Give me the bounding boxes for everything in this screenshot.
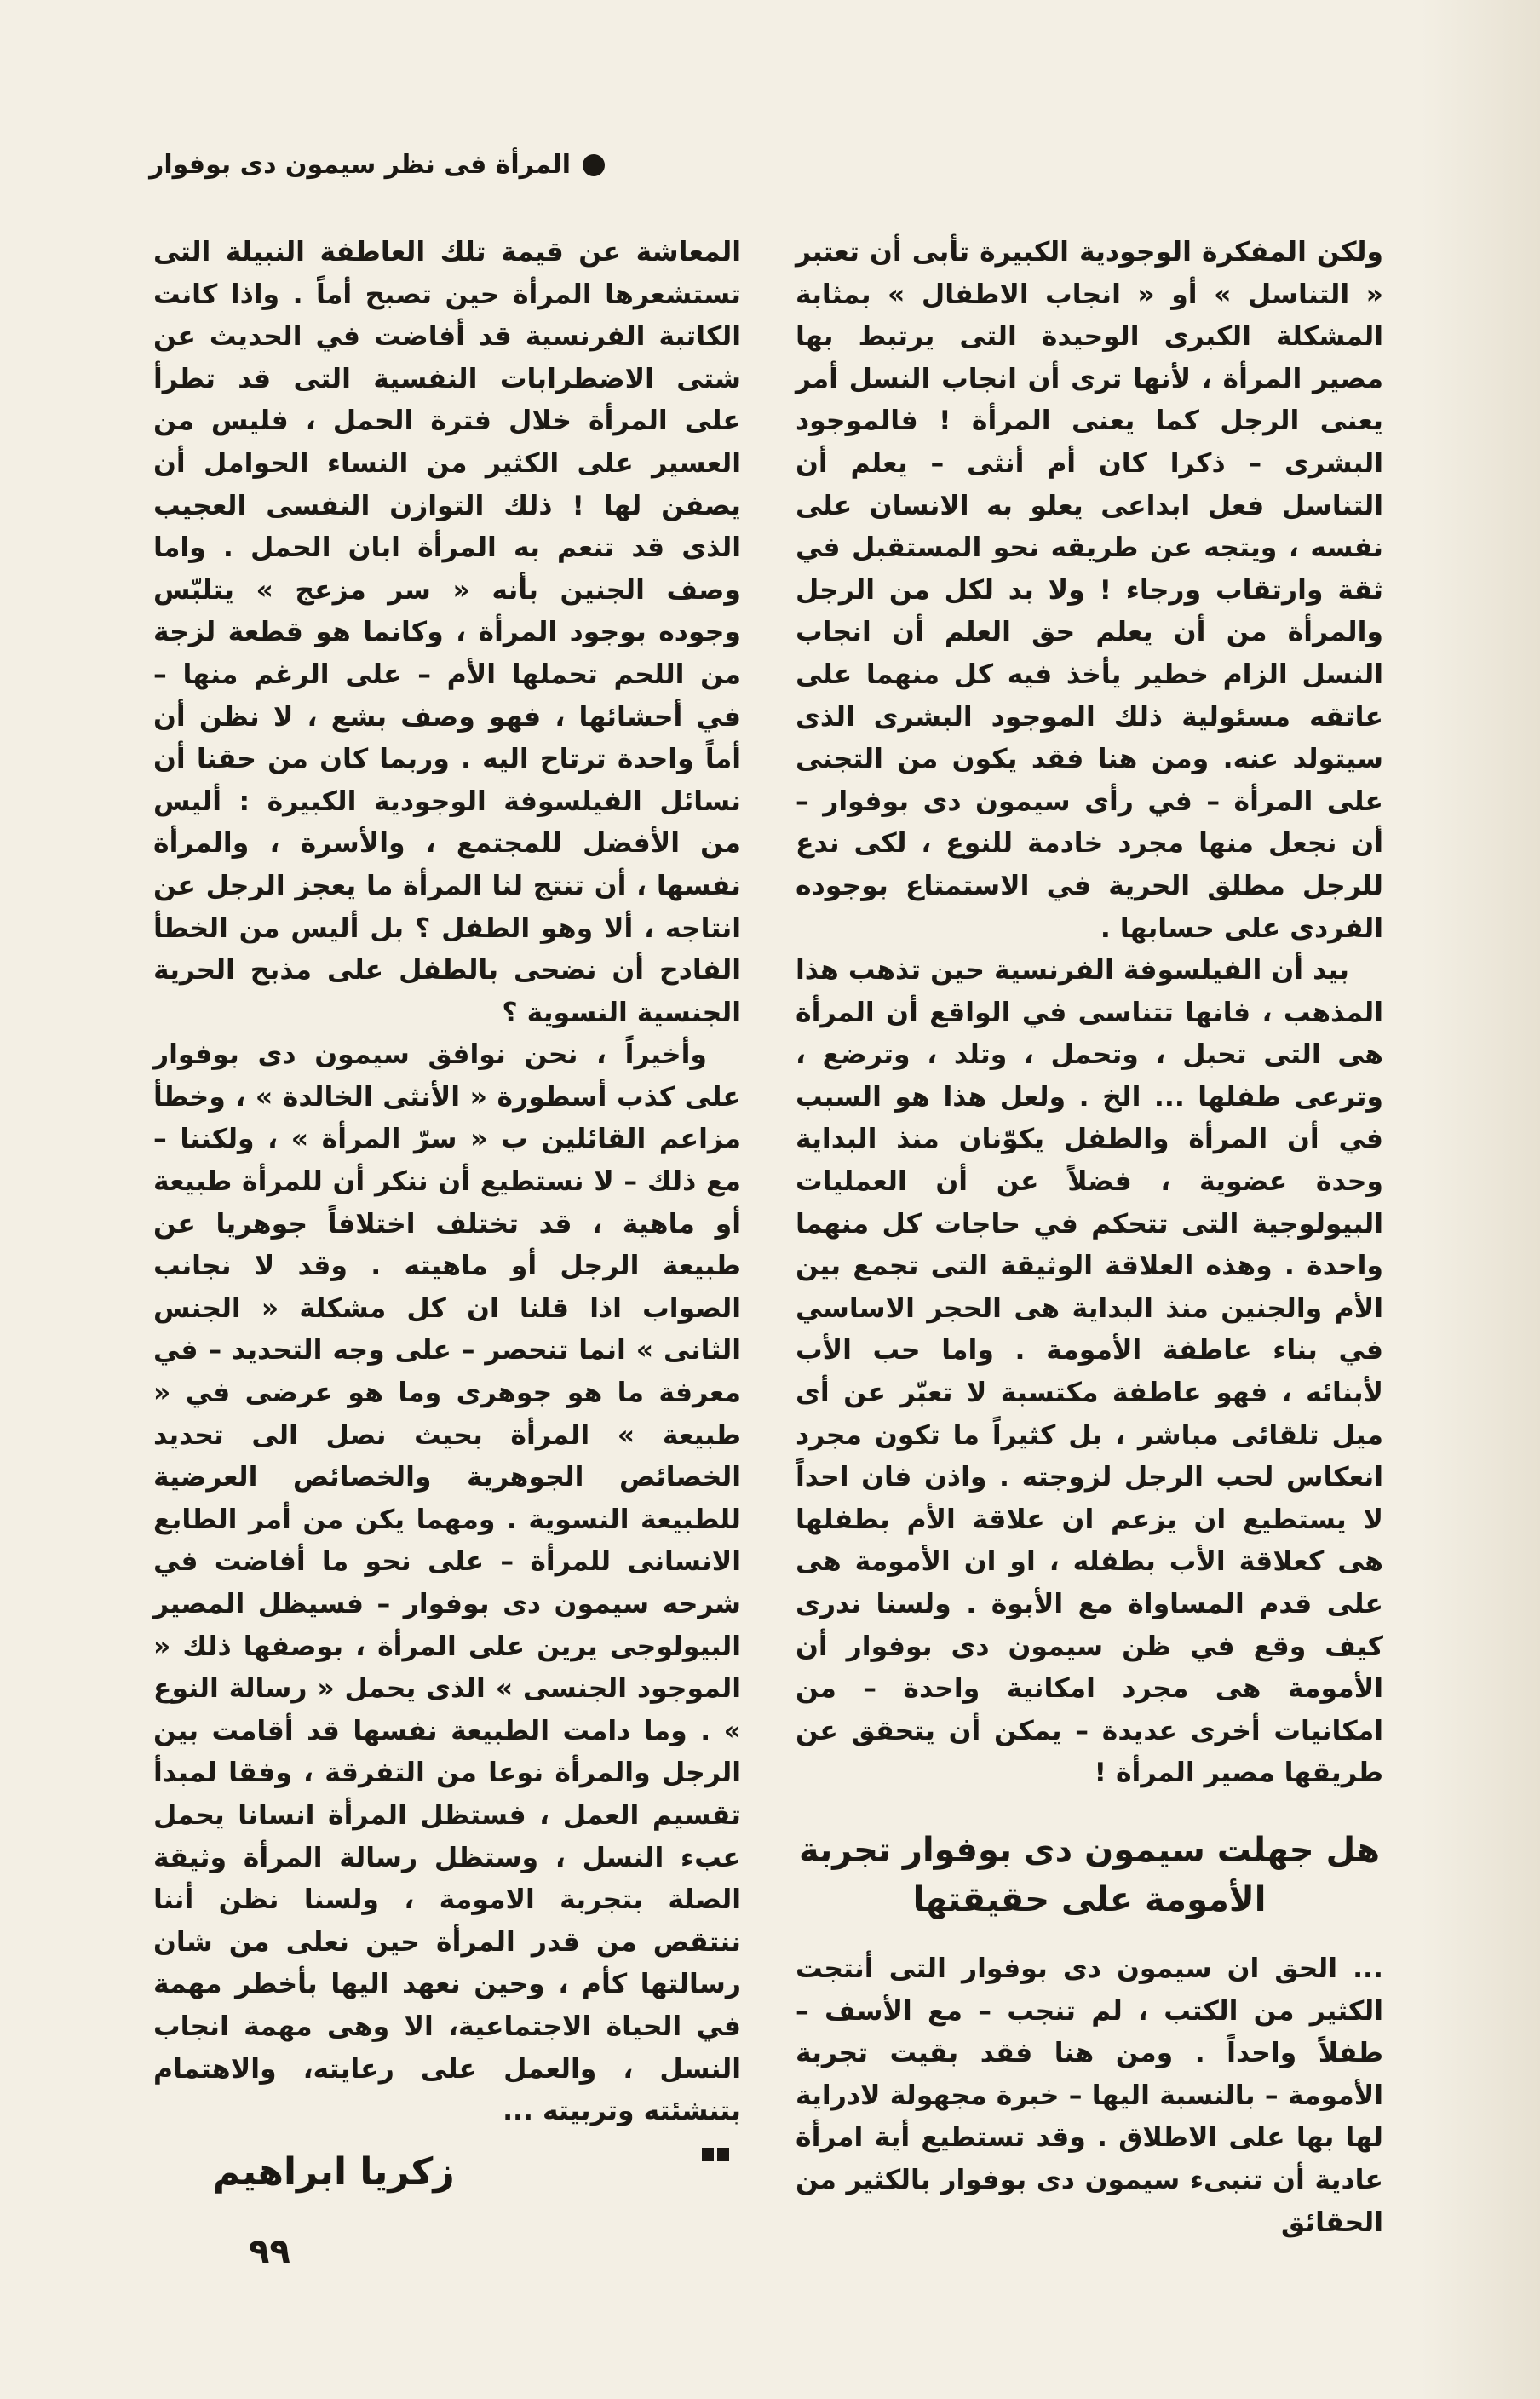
article-column-left	[153, 232, 741, 2175]
page-edge-shadow	[1421, 0, 1540, 2399]
bullet-icon	[583, 154, 605, 176]
paragraph: ولكن المفكرة الوجودية الكبيرة تأبى أن تعتبر « التناسل » أو « انجاب الاطفال » بمثابة المشكلة الكبرى الوحيدة التى يرتبط بها مصير المرأة ، لأنها ترى أن انجاب النسل أمر يعنى الرجل كما يعنى المرأة ! فالموجود البشرى – ذكرا كان أم أنثى – يعلم أن التناسل فعل ابداعى يعلو به الانسان على نفسه ، ويتجه عن طريقه نحو المستقبل في ثقة وارتقاب ورجاء ! ولا بد لكل من الرجل والمرأة من أن يعلم حق العلم أن انجاب النسل الزام خطير يأخذ فيه كل منهما على عاتقه مسئولية ذلك الموجود البشرى الذى سيتولد عنه. ومن هنا فقد يكون من التجنى على المرأة – في رأى سيمون دى بوفوار – أن نجعل منها مجرد خادمة للنوع ، لكى ندع للرجل مطلق الحرية في الاستمتاع بوجوده الفردى على حسابها .	[796, 237, 1383, 944]
paragraph: المعاشة عن قيمة تلك العاطفة النبيلة التى تستشعرها المرأة حين تصبح أماً . واذا كانت الكاتبة الفرنسية قد أفاضت في الحديث عن شتى الاضطرابات النفسية التى قد تطرأ على المرأة خلال فترة الحمل ، فليس من العسير على الكثير من النساء الحوامل أن يصفن لها ! ذلك التوازن النفسى العجيب الذى قد تنعم به المرأة ابان الحمل . واما وصف الجنين بأنه « سر مزعج » يتلبّس وجوده بوجود المرأة ، وكانما هو قطعة لزجة من اللحم تحملها الأم – على الرغم منها – في أحشائها ، فهو وصف بشع ، لا نظن أن أماً واحدة ترتاح اليه . وربما كان من حقنا أن نسائل الفيلسوفة الوجودية الكبيرة : أليس من الأفضل للمجتمع ، والأسرة ، والمرأة نفسها ، أن تنتج لنا المرأة ما يعجز الرجل عن انتاجه ، ألا وهو الطفل ؟ بل أليس من الخطأ الفادح أن نضحى بالطفل على مذبح الحرية الجنسية النسوية ؟	[153, 237, 741, 1028]
paragraph: بيد أن الفيلسوفة الفرنسية حين تذهب هذا المذهب ، فانها تتناسى في الواقع أن المرأة هى التى تحبل ، وتحمل ، وتلد ، وترضع ، وترعى طفلها ... الخ . ولعل هذا هو السبب في أن المرأة والطفل يكوّنان منذ البداية وحدة عضوية ، فضلاً عن أن العمليات البيولوجية التى تتحكم في حاجات كل منهما واحدة . وهذه العلاقة الوثيقة التى تجمع بين الأم والجنين منذ البداية هى الحجر الاساسي في بناء عاطفة الأمومة . واما حب الأب لأبنائه ، فهو عاطفة مكتسبة لا تعبّر عن أى ميل تلقائى مباشر ، بل كثيراً ما تكون مجرد انعكاس لحب الرجل لزوجته . واذن فان احداً لا يستطيع ان يزعم ان علاقة الأم بطفلها هى كعلاقة الأب بطفله ، او ان الأمومة هى على قدم المساواة مع الأبوة . ولسنا ندرى كيف وقع في ظن سيمون دى بوفوار أن الأمومة هى مجرد امكانية واحدة – من امكانيات أخرى عديدة – يمكن أن يتحقق عن طريقها مصير المرأة !	[796, 955, 1383, 1789]
page-number: ٩٩	[249, 2232, 290, 2271]
end-of-article-icon	[702, 2148, 733, 2161]
section-subheading: هل جهلت سيمون دى بوفوار تجربة الأمومة على حقيقتها	[799, 1830, 1380, 1919]
author-signature: زكريا ابراهيم	[213, 2150, 455, 2194]
paragraph: وأخيراً ، نحن نوافق سيمون دى بوفوار على كذب أسطورة « الأنثى الخالدة » ، وخطأ مزاعم القائلين ب « سرّ المرأة » ، ولكننا – مع ذلك – لا نستطيع أن ننكر أن للمرأة طبيعة أو ماهية ، قد تختلف اختلافاً جوهريا عن طبيعة الرجل أو ماهيته . وقد لا نجانب الصواب اذا قلنا ان كل مشكلة « الجنس الثانى » انما تنحصر – على وجه التحديد – في معرفة ما هو جوهرى وما هو عرضى في « طبيعة » المرأة بحيث نصل الى تحديد الخصائص الجوهرية والخصائص العرضية للطبيعة النسوية . ومهما يكن من أمر الطابع الانسانى للمرأة – على نحو ما أفاضت في شرحه سيمون دى بوفوار – فسيظل المصير البيولوجى يرين على المرأة ، بوصفها ذلك « الموجود الجنسى » الذى يحمل « رسالة النوع » . وما دامت الطبيعة نفسها قد أقامت بين الرجل والمرأة نوعا من التفرقة ، وفقا لمبدأ تقسيم العمل ، فستظل المرأة انسانا يحمل عبء النسل ، وستظل رسالة المرأة وثيقة الصلة بتجربة الامومة ، ولسنا نظن أننا ننتقص من قدر المرأة حين نعلى من شان رسالتها كأم ، وحين نعهد اليها بأخطر مهمة في الحياة الاجتماعية، الا وهى مهمة انجاب النسل ، والعمل على رعايته، والاهتمام بتنشئته وتربيته ...	[153, 1039, 741, 2127]
running-title: المرأة فى نظر سيمون دى بوفوار	[149, 150, 571, 180]
article-column-right	[796, 232, 1383, 2244]
paragraph: ... الحق ان سيمون دى بوفوار التى أنتجت الكثير من الكتب ، لم تنجب – مع الأسف – طفلاً واحداً . ومن هنا فقد بقيت تجربة الأمومة – بالنسبة اليها – خبرة مجهولة لادراية لها بها على الاطلاق . وقد تستطيع أية امرأة عادية أن تنبىء سيمون دى بوفوار بالكثير من الحقائق	[796, 1953, 1383, 2238]
running-header	[149, 150, 605, 180]
